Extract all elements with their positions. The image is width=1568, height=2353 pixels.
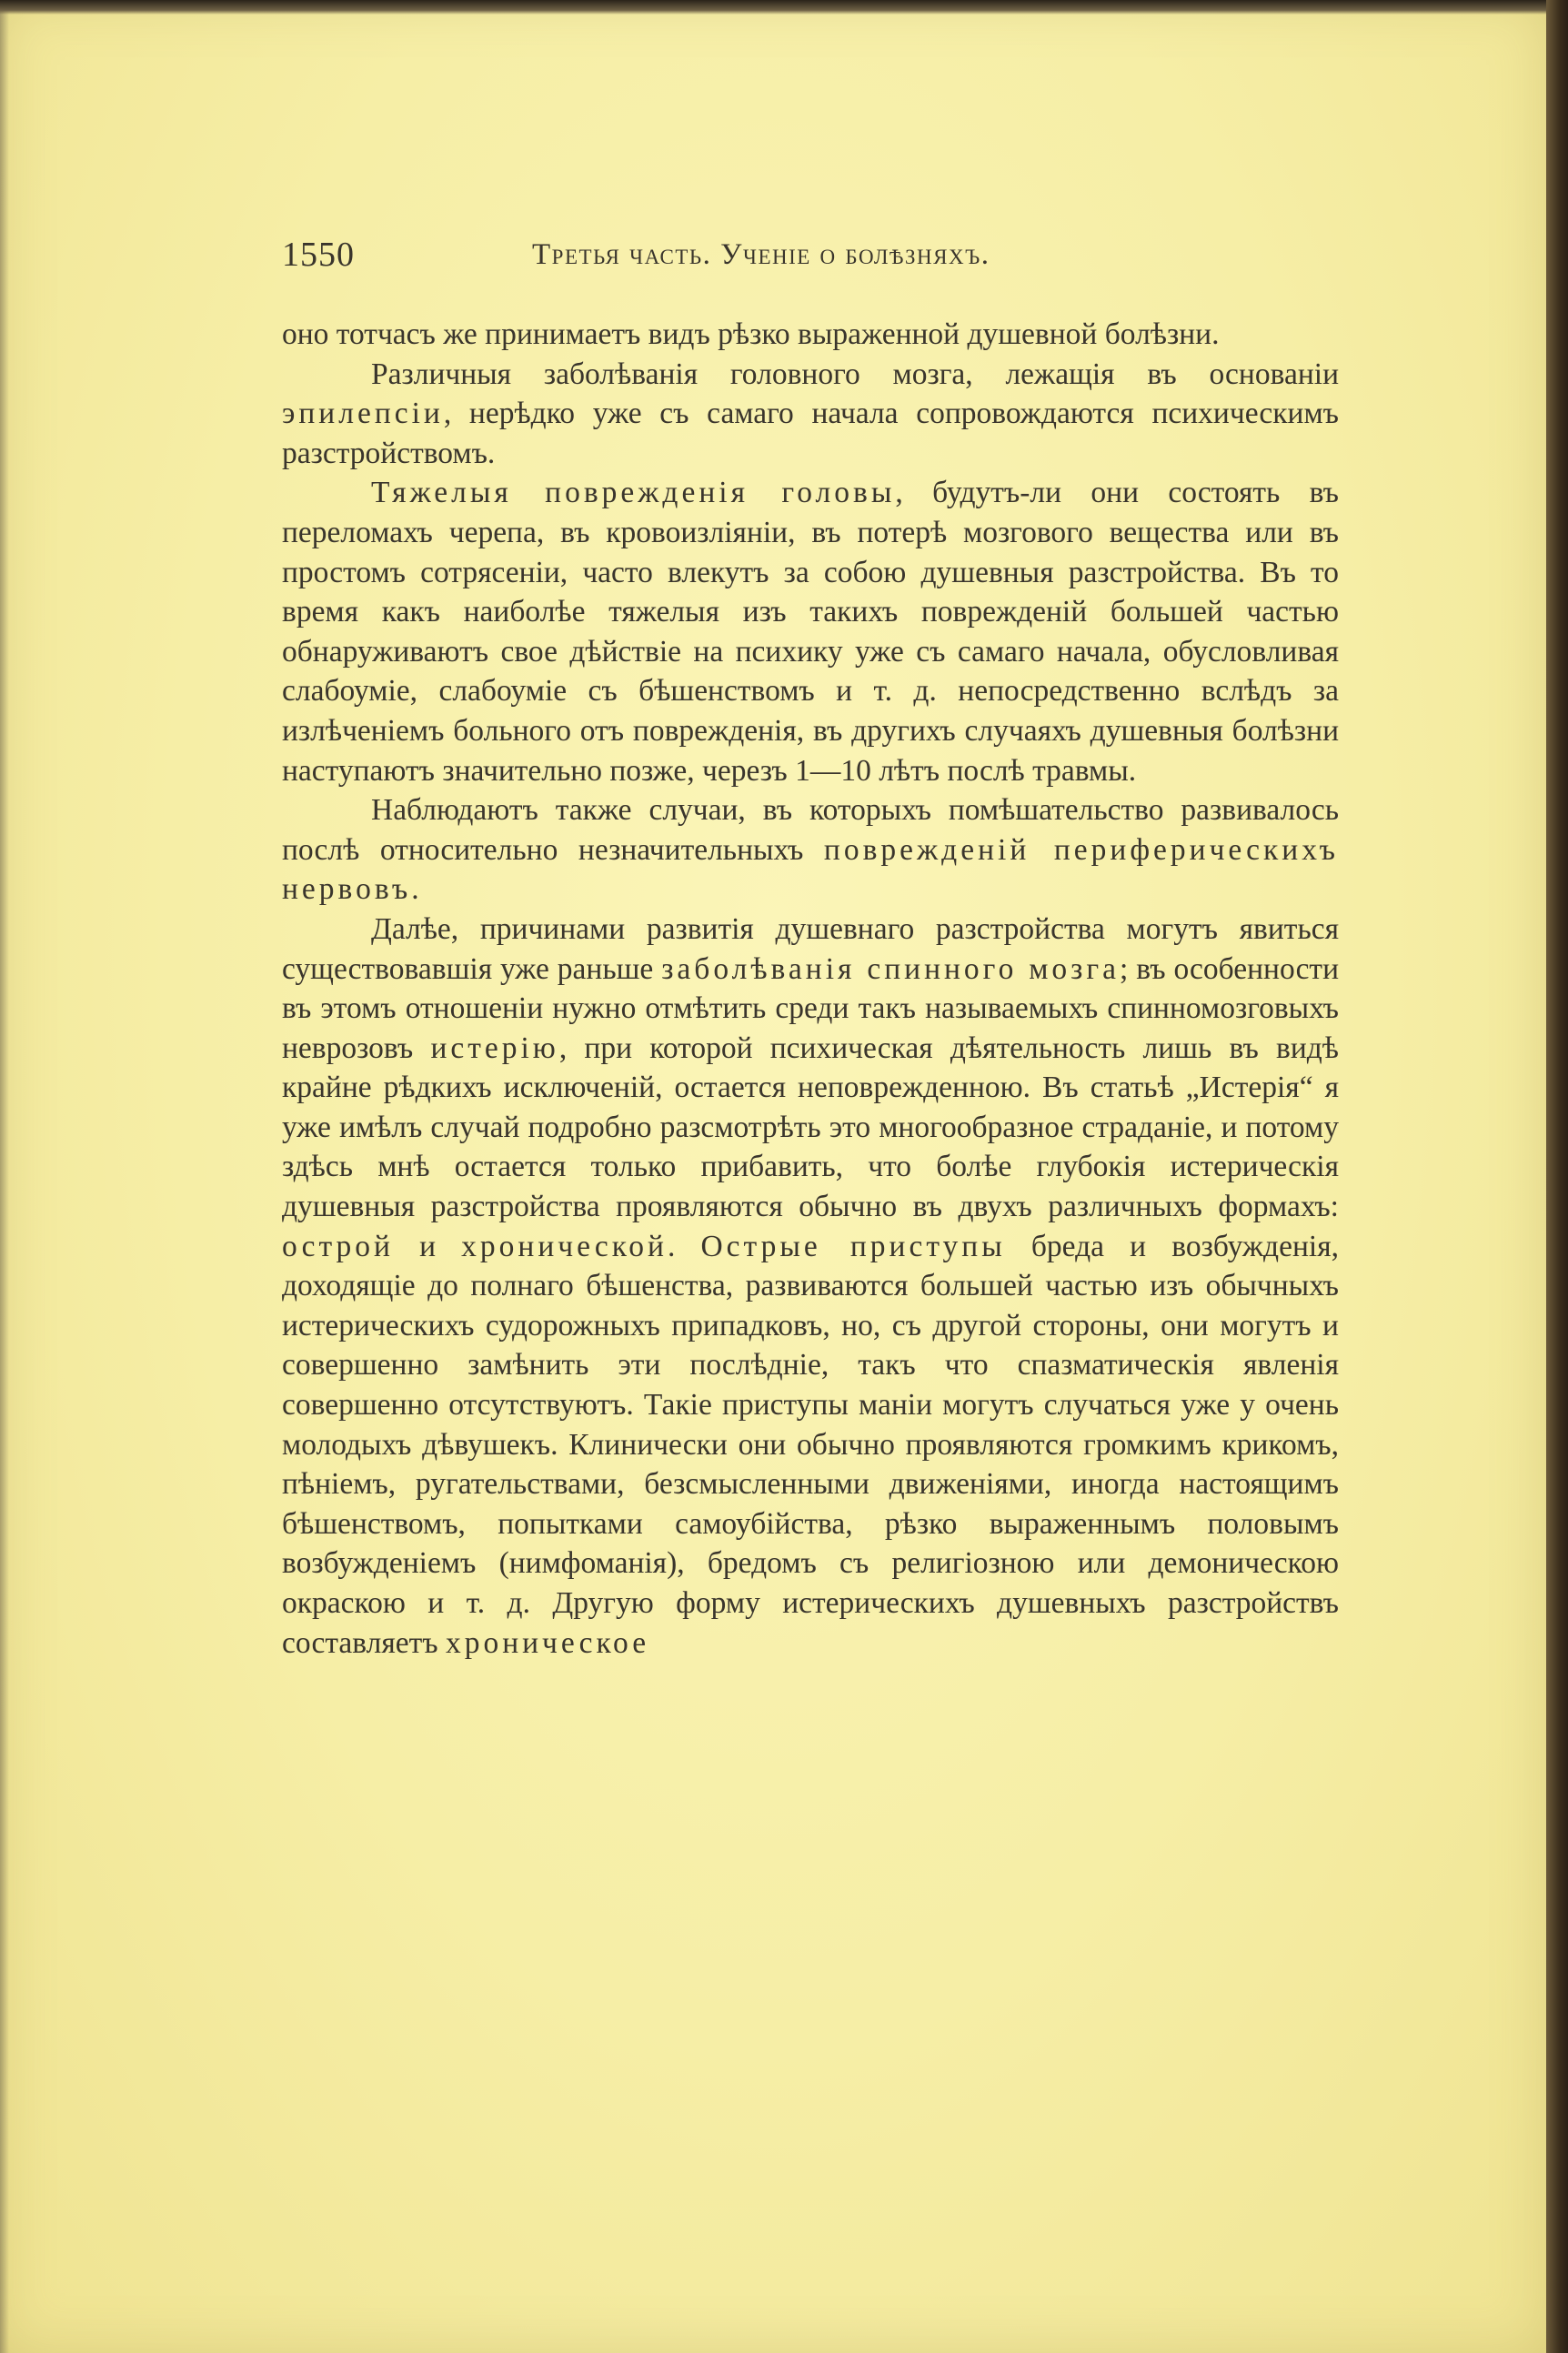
paragraph-text: оно тотчасъ же принимаетъ видъ рѣзко выраженной душевной болѣзни.: [282, 317, 1220, 351]
emphasis-term: острой: [282, 1229, 394, 1263]
paragraph-text: , нерѣдко уже съ самаго начала сопровождаются психическимъ разстройствомъ.: [282, 397, 1339, 470]
page-top-edge: [0, 0, 1568, 15]
paragraph-text: Различныя заболѣванія головного мозга, лежащія въ основаніи: [371, 357, 1339, 391]
paragraph-brain-diseases: [282, 355, 1339, 474]
paragraph-peripheral-nerves: [282, 790, 1339, 910]
emphasis-term: хронической: [461, 1229, 668, 1263]
paragraph-text: , будутъ-ли они состоять въ переломахъ черепа, въ кровоизліяніи, въ потерѣ мозгового вещества или въ простомъ сотрясеніи, часто влекутъ за собою душевныя разстройства. Въ то время какъ наиболѣе тяжелыя изъ такихъ поврежденій большей частью обнаруживаютъ свое дѣйствіе на психику уже съ самаго начала, обусловливая слабоуміе, слабоуміе съ бѣшенствомъ и т. д. непосредственно вслѣдъ за излѣченіемъ больного отъ поврежденія, въ другихъ случаяхъ душевныя болѣзни наступаютъ значительно позже, черезъ 1—10 лѣтъ послѣ травмы.: [282, 476, 1339, 788]
emphasis-term: Тяжелыя поврежденія головы: [371, 476, 896, 510]
emphasis-term: эпилепсіи: [282, 397, 444, 431]
page-header: [282, 235, 1337, 280]
emphasis-term: поврежденій периферическихъ нервовъ: [282, 832, 1339, 907]
paragraph-text: Далѣе, причинами развитія душевнаго разстройства могутъ явиться существовавшія уже раньше: [282, 911, 1339, 986]
paragraph-text: Наблюдаютъ также случаи, въ которыхъ помѣшательство развивалось послѣ относительно незначительныхъ: [282, 793, 1339, 867]
page-left-shadow: [0, 0, 9, 2353]
paragraph-spinal-hysteria: [282, 910, 1339, 1663]
body-text: [282, 315, 1339, 1663]
paragraph-head-injuries: [282, 473, 1339, 790]
paragraph-text: .: [667, 1229, 701, 1263]
emphasis-term: истерію: [430, 1031, 559, 1065]
paragraph-text: бреда и возбужденія, доходящіе до полнаго бѣшенства, развиваются большей частью изъ обычныхъ истерическихъ судорожныхъ припадковъ, но, съ другой стороны, они могутъ и совершенно замѣнить эти послѣдніе, такъ что спазматическія явленія совершенно отсутствуютъ. Такіе приступы маніи могутъ случаться уже у очень молодыхъ дѣвушекъ. Клинически они обычно проявляются громкимъ крикомъ, пѣніемъ, ругательствами, безсмысленными движеніями, иногда настоящимъ бѣшенствомъ, попытками самоубійства, рѣзко выраженнымъ половымъ возбужденіемъ (нимфоманія), бредомъ съ религіозною или демоническою окраскою и т. д. Другую форму истерическихъ душевныхъ разстройствъ составляетъ: [282, 1229, 1339, 1660]
emphasis-term: хроническое: [445, 1625, 650, 1660]
book-binding-edge: [1546, 0, 1568, 2353]
running-title: Третья часть. Ученіе о болѣзняхъ.: [532, 238, 990, 271]
emphasis-term: Острые приступы: [700, 1229, 1006, 1263]
paragraph-text: и: [393, 1229, 462, 1263]
emphasis-term: заболѣванія спинного мозга: [661, 951, 1121, 986]
paragraph-text: ; въ особенности въ этомъ отношеніи нужно отмѣтить среди такъ называемыхъ спинномозговыхъ неврозовъ: [282, 951, 1340, 1065]
paragraph-continuation: [282, 315, 1339, 355]
page-number: 1550: [282, 236, 355, 274]
paragraph-text: .: [411, 872, 419, 907]
paragraph-text: , при которой психическая дѣятельность лишь въ видѣ крайне рѣдкихъ исключеній, остается неповрежденною. Въ статьѣ „Истерія“ я уже имѣлъ случай подробно разсмотрѣть это многообразное страданіе, и потому здѣсь мнѣ остается только прибавить, что болѣе глубокія истерическія душевныя разстройства проявляются обычно въ двухъ различныхъ формахъ:: [282, 1031, 1339, 1224]
